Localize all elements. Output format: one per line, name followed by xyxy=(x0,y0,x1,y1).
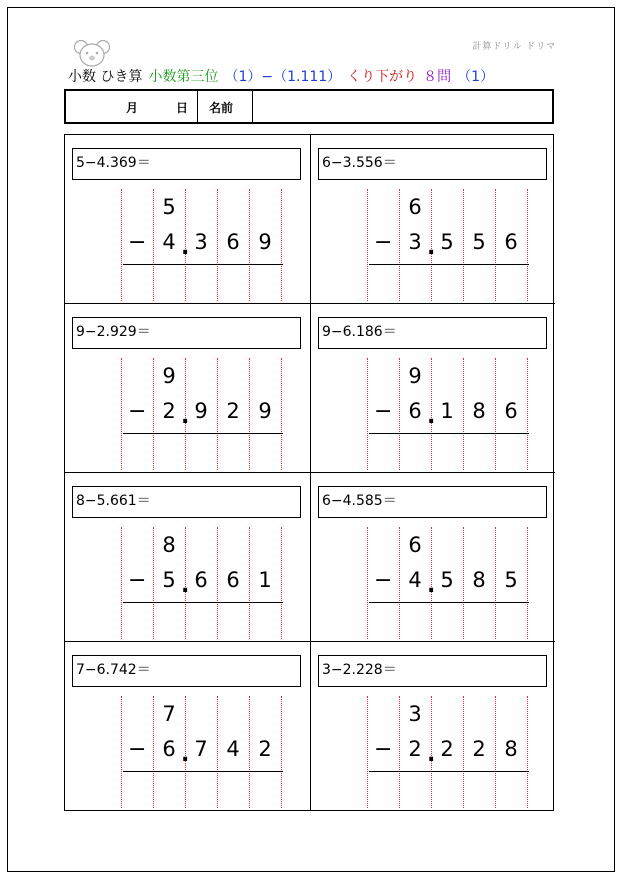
month-label: 月 xyxy=(126,101,139,115)
subtrahend-digit: 1 xyxy=(440,399,454,423)
subtrahend-digit: 6 xyxy=(226,568,240,592)
subtrahend-digit: 5 xyxy=(440,568,454,592)
decimal-point: . xyxy=(181,573,190,598)
digit-guide-line xyxy=(527,189,528,301)
subtrahend-digit: 2 xyxy=(258,737,272,761)
subtrahend-digit: 4 xyxy=(408,568,422,592)
minus-sign: − xyxy=(374,568,393,593)
digit-guide-line xyxy=(527,527,528,639)
digit-guide-line xyxy=(121,696,122,808)
equation-box: 6−4.585＝ xyxy=(318,486,547,518)
decimal-point: . xyxy=(181,235,190,260)
digit-guide-line xyxy=(281,358,282,470)
minus-sign: − xyxy=(374,399,393,424)
subtrahend-digit: 5 xyxy=(162,568,176,592)
minus-sign: − xyxy=(128,399,147,424)
subtrahend-digit: 9 xyxy=(194,399,208,423)
digit-guide-line xyxy=(121,527,122,639)
name-date-box xyxy=(64,89,554,124)
equation-box: 6−3.556＝ xyxy=(318,148,547,180)
decimal-point: . xyxy=(427,742,436,767)
worksheet-title xyxy=(68,66,500,86)
decimal-point: . xyxy=(427,573,436,598)
minuend-digit: 6 xyxy=(408,195,422,219)
digit-guide-line xyxy=(367,189,368,301)
title-part: （1）−（1.111） xyxy=(224,69,342,85)
subtrahend-digit: 5 xyxy=(440,230,454,254)
digit-guide-line xyxy=(527,696,528,808)
subtrahend-digit: 5 xyxy=(504,568,518,592)
koala-logo-icon xyxy=(74,38,110,68)
minus-sign: − xyxy=(374,230,393,255)
decimal-point: . xyxy=(181,742,190,767)
answer-line xyxy=(123,264,283,265)
problem-cell xyxy=(65,304,310,473)
minuend-digit: 8 xyxy=(162,533,176,557)
subtrahend-digit: 6 xyxy=(408,399,422,423)
decimal-point: . xyxy=(427,404,436,429)
subtrahend-digit: 6 xyxy=(226,230,240,254)
subtrahend-digit: 2 xyxy=(440,737,454,761)
subtrahend-digit: 4 xyxy=(226,737,240,761)
subtrahend-digit: 6 xyxy=(504,399,518,423)
minuend-digit: 9 xyxy=(162,364,176,388)
equation-box: 9−6.186＝ xyxy=(318,317,547,349)
answer-line xyxy=(123,433,283,434)
divider xyxy=(197,91,198,122)
minuend-digit: 5 xyxy=(162,195,176,219)
day-label: 日 xyxy=(176,101,189,115)
problem-cell xyxy=(310,304,555,473)
subtrahend-digit: 3 xyxy=(408,230,422,254)
subtrahend-digit: 6 xyxy=(504,230,518,254)
digit-guide-line xyxy=(281,527,282,639)
minuend-digit: 3 xyxy=(408,702,422,726)
digit-guide-line xyxy=(121,189,122,301)
digit-guide-line xyxy=(367,527,368,639)
subtrahend-digit: 6 xyxy=(194,568,208,592)
subtrahend-digit: 2 xyxy=(226,399,240,423)
minus-sign: − xyxy=(128,230,147,255)
subtrahend-digit: 4 xyxy=(162,230,176,254)
equation-box: 5−4.369＝ xyxy=(72,148,301,180)
digit-guide-line xyxy=(367,358,368,470)
subtrahend-digit: 2 xyxy=(408,737,422,761)
minus-sign: − xyxy=(128,737,147,762)
minuend-digit: 9 xyxy=(408,364,422,388)
answer-line xyxy=(369,602,529,603)
title-part: 小数 ひき算 xyxy=(68,69,143,85)
digit-guide-line xyxy=(527,358,528,470)
subtrahend-digit: 8 xyxy=(472,568,486,592)
answer-line xyxy=(123,771,283,772)
equation-box: 8−5.661＝ xyxy=(72,486,301,518)
equation-box: 3−2.228＝ xyxy=(318,655,547,687)
problem-cell xyxy=(65,135,310,304)
brand-label: 計算ドリル ドリマ xyxy=(472,42,556,52)
subtrahend-digit: 5 xyxy=(472,230,486,254)
problem-cell xyxy=(65,642,310,811)
subtrahend-digit: 8 xyxy=(472,399,486,423)
digit-guide-line xyxy=(281,189,282,301)
title-part: ８問 xyxy=(423,69,452,85)
subtrahend-digit: 1 xyxy=(258,568,272,592)
divider xyxy=(252,91,253,122)
digit-guide-line xyxy=(367,696,368,808)
problem-cell xyxy=(310,135,555,304)
minuend-digit: 7 xyxy=(162,702,176,726)
answer-line xyxy=(369,433,529,434)
equation-box: 9−2.929＝ xyxy=(72,317,301,349)
answer-line xyxy=(369,771,529,772)
subtrahend-digit: 7 xyxy=(194,737,208,761)
subtrahend-digit: 9 xyxy=(258,230,272,254)
title-part: くり下がり xyxy=(347,69,418,85)
minuend-digit: 6 xyxy=(408,533,422,557)
title-part: 小数第三位 xyxy=(148,69,219,85)
name-label: 名前 xyxy=(209,101,234,115)
problem-cell xyxy=(310,473,555,642)
subtrahend-digit: 9 xyxy=(258,399,272,423)
problem-cell xyxy=(65,473,310,642)
digit-guide-line xyxy=(121,358,122,470)
problem-cell xyxy=(310,642,555,811)
answer-line xyxy=(123,602,283,603)
equation-box: 7−6.742＝ xyxy=(72,655,301,687)
decimal-point: . xyxy=(181,404,190,429)
answer-line xyxy=(369,264,529,265)
title-part: （1） xyxy=(457,69,495,85)
subtrahend-digit: 2 xyxy=(162,399,176,423)
subtrahend-digit: 6 xyxy=(162,737,176,761)
decimal-point: . xyxy=(427,235,436,260)
subtrahend-digit: 8 xyxy=(504,737,518,761)
minus-sign: − xyxy=(128,568,147,593)
problem-grid xyxy=(64,134,554,811)
minus-sign: − xyxy=(374,737,393,762)
subtrahend-digit: 2 xyxy=(472,737,486,761)
subtrahend-digit: 3 xyxy=(194,230,208,254)
digit-guide-line xyxy=(281,696,282,808)
